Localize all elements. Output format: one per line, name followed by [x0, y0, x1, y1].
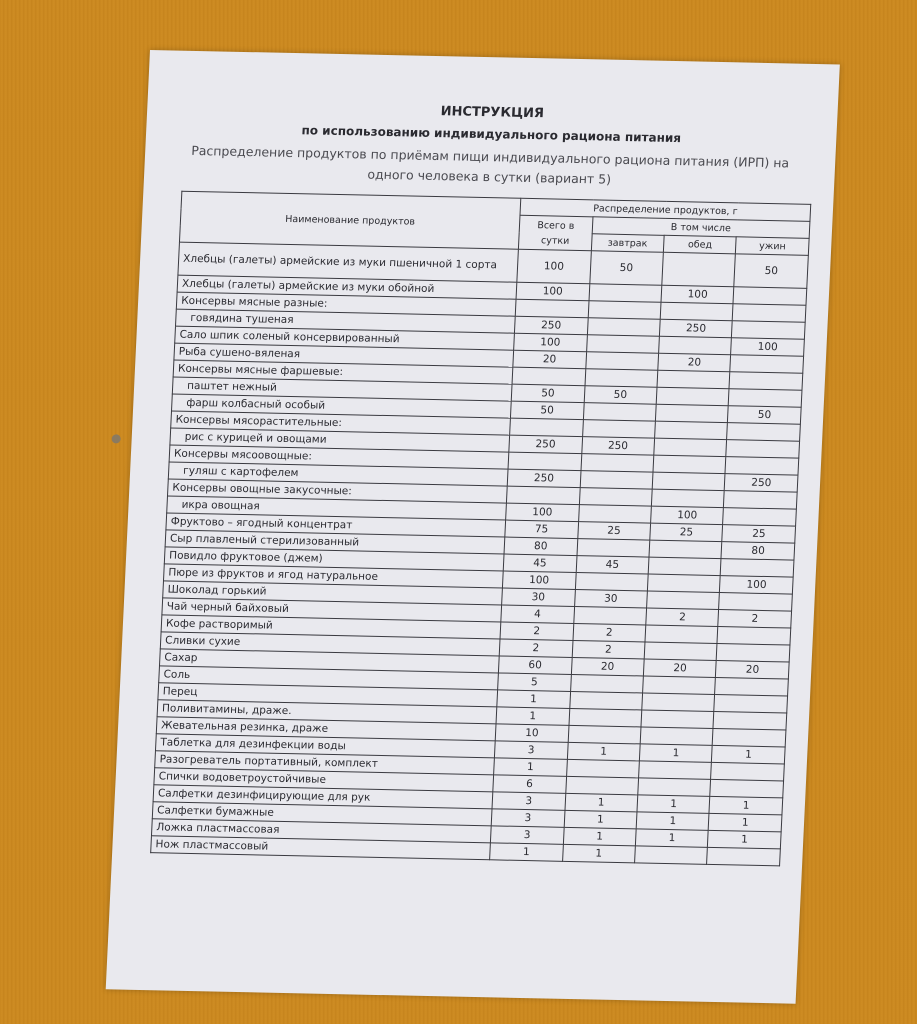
breakfast-cell [578, 505, 651, 524]
total-cell: 3 [492, 792, 565, 811]
lunch-cell [655, 421, 728, 440]
product-name-cell: Консервы мясоовощные: [169, 445, 509, 469]
lunch-cell [640, 727, 713, 746]
total-cell: 60 [498, 656, 571, 675]
product-name-cell: Салфетки бумажные [152, 802, 492, 826]
total-cell: 250 [507, 469, 580, 488]
product-name-cell: Шоколад горький [163, 581, 503, 605]
lunch-cell [654, 438, 727, 457]
breakfast-cell: 25 [577, 522, 650, 541]
dinner-cell: 100 [720, 576, 793, 595]
lunch-cell: 1 [636, 812, 709, 831]
total-cell [515, 299, 588, 318]
lunch-cell [641, 710, 714, 729]
dinner-cell [729, 389, 802, 408]
total-cell [507, 486, 580, 505]
dinner-cell [723, 508, 796, 527]
lunch-cell: 2 [646, 608, 719, 627]
lunch-cell: 20 [643, 659, 716, 678]
product-name-cell: Консервы мясные фаршевые: [173, 360, 513, 384]
lunch-cell [659, 336, 732, 355]
lunch-cell [642, 693, 715, 712]
dinner-cell [733, 287, 806, 306]
header-name: Наименование продуктов [179, 191, 520, 249]
dinner-cell [717, 644, 790, 663]
product-name-cell: Ложка пластмассовая [151, 819, 491, 843]
lunch-cell [635, 846, 708, 865]
dinner-cell: 25 [722, 525, 795, 544]
total-cell: 75 [505, 520, 578, 539]
dinner-cell [732, 321, 805, 340]
total-cell: 5 [498, 673, 571, 692]
product-name-cell: Фруктово – ягодный концентрат [166, 513, 506, 537]
product-name-cell: Консервы мясные разные: [176, 292, 516, 316]
dinner-cell [725, 457, 798, 476]
dinner-cell [710, 779, 783, 798]
product-name-cell: Хлебцы (галеты) армейские из муки пшеничной 1 сорта [178, 242, 519, 282]
product-name-cell: Сливки сухие [160, 632, 500, 656]
dinner-cell: 1 [709, 813, 782, 832]
breakfast-cell: 50 [584, 386, 657, 405]
product-name-cell: икра овощная [167, 496, 507, 520]
breakfast-cell: 1 [563, 827, 636, 846]
dinner-cell: 250 [725, 474, 798, 493]
breakfast-cell: 1 [565, 793, 638, 812]
dinner-cell [711, 762, 784, 781]
breakfast-cell [579, 488, 652, 507]
header-total: Всего в сутки [518, 215, 592, 250]
breakfast-cell [582, 420, 655, 439]
total-cell: 3 [491, 809, 564, 828]
lunch-cell: 100 [661, 285, 734, 304]
lunch-cell [652, 472, 725, 491]
breakfast-cell [565, 776, 638, 795]
product-name-cell: Спички водоветроустойчивые [154, 768, 494, 792]
breakfast-cell: 30 [574, 590, 647, 609]
total-cell: 100 [502, 571, 575, 590]
product-name-cell: паштет нежный [172, 377, 512, 401]
product-name-cell: Консервы мясорастительные: [171, 411, 511, 435]
breakfast-cell [581, 454, 654, 473]
product-name-cell: Перец [158, 683, 498, 707]
dinner-cell [729, 372, 802, 391]
breakfast-cell: 1 [562, 844, 635, 863]
total-cell: 100 [514, 333, 587, 352]
lunch-cell: 25 [650, 523, 723, 542]
product-name-cell: Сахар [159, 649, 499, 673]
total-cell: 6 [493, 775, 566, 794]
dinner-cell [713, 711, 786, 730]
product-name-cell: Поливитамины, драже. [157, 700, 497, 724]
breakfast-cell [587, 318, 660, 337]
total-cell: 2 [499, 639, 572, 658]
dinner-cell [717, 627, 790, 646]
product-name-cell: Консервы овощные закусочные: [167, 479, 507, 503]
lunch-cell [651, 489, 724, 508]
lunch-cell [647, 591, 720, 610]
dinner-cell [726, 440, 799, 459]
lunch-cell [657, 370, 730, 389]
lunch-cell [656, 387, 729, 406]
header-distribution: Распределение продуктов, г [520, 198, 811, 221]
document-title: ИНСТРУКЦИЯ [440, 104, 545, 122]
lunch-cell [648, 557, 721, 576]
total-cell: 45 [503, 554, 576, 573]
product-name-cell: Хлебцы (галеты) армейские из муки обойной [177, 275, 517, 299]
breakfast-cell: 45 [576, 556, 649, 575]
product-name-cell: говядина тушеная [176, 309, 516, 333]
total-cell: 20 [513, 350, 586, 369]
breakfast-cell [569, 691, 642, 710]
lunch-cell [644, 642, 717, 661]
total-cell: 3 [490, 826, 563, 845]
header-breakfast: завтрак [591, 234, 664, 253]
dinner-cell [721, 559, 794, 578]
lunch-cell [643, 676, 716, 695]
product-name-cell: Повидло фруктовое (джем) [164, 547, 504, 571]
dinner-cell: 1 [709, 796, 782, 815]
total-cell: 1 [497, 690, 570, 709]
breakfast-cell: 250 [581, 437, 654, 456]
product-name-cell: Таблетка для дезинфекции воды [155, 734, 495, 758]
lunch-cell [645, 625, 718, 644]
breakfast-cell: 1 [567, 742, 640, 761]
product-name-cell: Пюре из фруктов и ягод натуральное [163, 564, 503, 588]
lunch-cell [647, 574, 720, 593]
product-name-cell: Рыба сушено-вяленая [174, 343, 514, 367]
total-cell: 50 [511, 401, 584, 420]
header-dinner: ужин [736, 237, 809, 256]
breakfast-cell: 2 [573, 623, 646, 642]
lunch-cell: 250 [659, 319, 732, 338]
dinner-cell [719, 593, 792, 612]
breakfast-cell [589, 284, 662, 303]
breakfast-cell [586, 335, 659, 354]
product-name-cell: Чай черный байховый [162, 598, 502, 622]
product-name-cell: рис с курицей и овощами [170, 428, 510, 452]
lunch-cell: 1 [639, 744, 712, 763]
breakfast-cell [569, 708, 642, 727]
document-subtitle: по использованию индивидуального рациона питания [301, 123, 682, 146]
breakfast-cell: 1 [564, 810, 637, 829]
lunch-cell: 20 [658, 353, 731, 372]
total-cell: 50 [511, 384, 584, 403]
breakfast-cell: 50 [589, 251, 663, 285]
total-cell [510, 418, 583, 437]
total-cell [508, 452, 581, 471]
dinner-cell [730, 355, 803, 374]
breakfast-cell [566, 759, 639, 778]
lunch-cell [660, 302, 733, 321]
ration-table [150, 191, 811, 867]
dinner-cell [707, 847, 780, 866]
product-name-cell: Салфетки дезинфицирующие для рук [153, 785, 493, 809]
dinner-cell: 1 [708, 830, 781, 849]
total-cell: 80 [504, 537, 577, 556]
lunch-cell [653, 455, 726, 474]
product-name-cell: Жевательная резинка, драже [156, 717, 496, 741]
header-lunch: обед [663, 235, 736, 254]
product-name-cell: гуляш с картофелем [168, 462, 508, 486]
product-name-cell: Кофе растворимый [161, 615, 501, 639]
total-cell [512, 367, 585, 386]
total-cell: 100 [517, 249, 591, 283]
breakfast-cell [585, 369, 658, 388]
breakfast-cell [583, 403, 656, 422]
breakfast-cell: 2 [572, 640, 645, 659]
dinner-cell: 20 [716, 661, 789, 680]
lunch-cell [639, 761, 712, 780]
header-including: В том числе [592, 217, 810, 239]
product-name-cell: Нож пластмассовый [151, 836, 491, 860]
total-cell: 100 [506, 503, 579, 522]
lunch-cell [655, 404, 728, 423]
total-cell: 1 [494, 758, 567, 777]
breakfast-cell: 20 [571, 657, 644, 676]
document-description: Распределение продуктов по приёмам пищи индивидуального рациона питания (ИРП) на одного человека в сутки (вариант 5) [190, 142, 790, 187]
total-cell: 1 [490, 843, 563, 862]
document-sheet [106, 50, 840, 1004]
product-name-cell: Разогреватель портативный, комплект [155, 751, 495, 775]
total-cell: 250 [509, 435, 582, 454]
total-cell: 10 [495, 724, 568, 743]
product-name-cell: Сыр плавленый стерилизованный [165, 530, 505, 554]
total-cell: 1 [496, 707, 569, 726]
total-cell: 30 [502, 588, 575, 607]
dinner-cell: 2 [718, 610, 791, 629]
dinner-cell: 50 [734, 254, 808, 288]
dinner-cell: 50 [728, 406, 801, 425]
breakfast-cell [580, 471, 653, 490]
total-cell: 2 [500, 622, 573, 641]
breakfast-cell [568, 725, 641, 744]
lunch-cell [662, 252, 736, 286]
total-cell: 3 [494, 741, 567, 760]
dinner-cell [715, 677, 788, 696]
breakfast-cell [570, 674, 643, 693]
dinner-cell [733, 304, 806, 323]
dinner-cell [713, 728, 786, 747]
breakfast-cell [573, 607, 646, 626]
dinner-cell: 80 [721, 542, 794, 561]
total-cell: 250 [515, 316, 588, 335]
product-name-cell: фарш колбасный особый [172, 394, 512, 418]
dinner-cell [714, 694, 787, 713]
lunch-cell [649, 540, 722, 559]
breakfast-cell [575, 573, 648, 592]
dinner-cell [724, 491, 797, 510]
dinner-cell: 100 [731, 338, 804, 357]
breakfast-cell [585, 352, 658, 371]
breakfast-cell [577, 539, 650, 558]
dinner-cell: 1 [712, 745, 785, 764]
lunch-cell [638, 778, 711, 797]
lunch-cell: 1 [637, 795, 710, 814]
product-name-cell: Соль [159, 666, 499, 690]
dinner-cell [727, 423, 800, 442]
total-cell: 4 [501, 605, 574, 624]
breakfast-cell [588, 301, 661, 320]
paper-mark [111, 434, 120, 443]
lunch-cell: 1 [635, 829, 708, 848]
lunch-cell: 100 [651, 506, 724, 525]
product-name-cell: Сало шпик соленый консервированный [175, 326, 515, 350]
total-cell: 100 [516, 282, 589, 301]
